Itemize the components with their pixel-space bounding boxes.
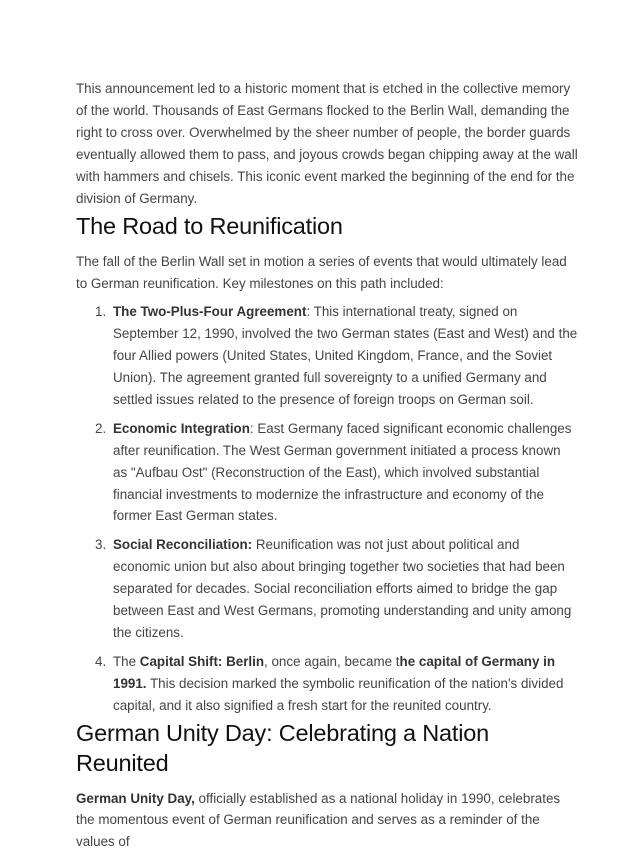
section-lead-paragraph: The fall of the Berlin Wall set in motion a series of events that would ultimately lead to German reunification. Key milestones on this path included: [76,254,567,292]
list-item-title: The Two-Plus-Four Agreement [113,304,307,320]
list-item-bold-text: he capital of Germany in 1991. [113,653,556,691]
list-item-title: Capital Shift: Berlin [139,653,265,669]
unity-day-text: officially established as a national holiday in 1990, celebrates the momentous event of German reunification and serves as a reminder of the values of [76,790,561,850]
list-item-prefix: The [113,653,140,669]
list-item-number: 3. [95,537,107,553]
list-item [76,651,578,717]
list-item-text: This decision marked the symbolic reunification of the nation's divided capital, and it also signified a fresh start for the reunited country. [113,675,564,713]
list-item-mid-text: , once again, became t [264,653,400,669]
section-heading-road-to-reunification: The Road to Reunification [76,213,343,240]
list-item [76,301,578,411]
list-item-title: Economic Integration [113,420,250,436]
unity-day-bold-lead: German Unity Day, [76,790,195,806]
section-heading-german-unity-day: German Unity Day: Celebrating a Nation Reunited [76,719,489,776]
list-item [76,418,578,528]
list-item-text: : East Germany faced significant economic challenges after reunification. The West German government initiated a process known as "Aufbau Ost" (Reconstruction of the East), which involved substantial financial investments to modernize the infrastructure and economy of the former East German states. [113,420,572,524]
unity-day-paragraph [76,788,578,853]
list-item-title: Social Reconciliation: [113,537,253,553]
list-item-number: 2. [95,420,107,436]
list-item-text: : This international treaty, signed on September 12, 1990, involved the two German states (East and West) and the four Allied powers (United States, United Kingdom, France, and the Soviet Union). The agreement granted full sovereignty to a unified Germany and settled issues related to the presence of foreign troops on German soil. [113,304,578,407]
list-item [76,534,578,644]
milestones-list [76,301,578,716]
list-item-text: Reunification was not just about political and economic union but also about bringing together two societies that had been separated for decades. Social reconciliation efforts aimed to bridge the gap between East and West Germans, promoting understanding and unity among the citizens. [113,537,572,640]
list-item-number: 1. [95,304,107,320]
list-item-number: 4. [95,653,107,669]
intro-paragraph: This announcement led to a historic moment that is etched in the collective memory of the world. Thousands of East Germans flocked to the Berlin Wall, demanding the right to cross over. Overwhelmed by the sheer number of people, the border guards eventually allowed them to pass, and joyous crowds began chipping away at the wall with hammers and chisels. This iconic event marked the beginning of the end for the division of Germany. [76,81,578,206]
